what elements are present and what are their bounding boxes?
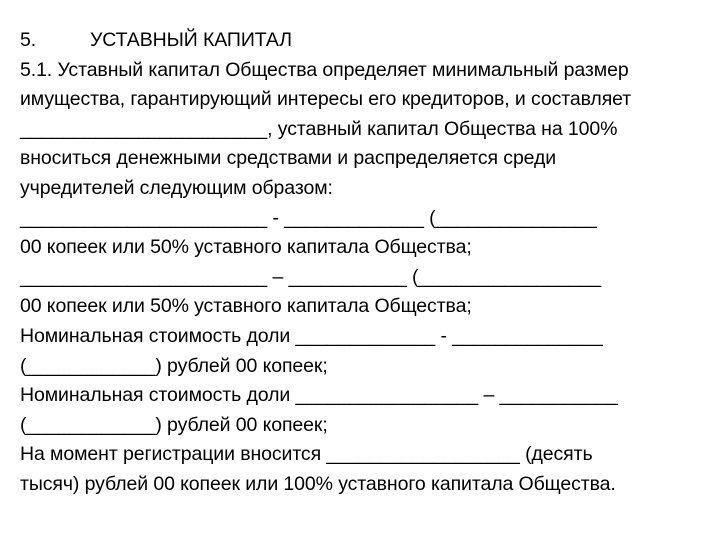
text-line-6: _______________________ - _____________ (_______________ [20,206,597,229]
text-line-15: тысяч) рублей 00 копеек или 100% уставного капитала Общества. [20,472,616,495]
text-line-12: Номинальная стоимость доли _________________ – ___________ [20,384,618,407]
text-line-7: 00 копеек или 50% уставного капитала Общества; [20,236,472,259]
text-line-5: учредителей следующим образом: [20,176,333,199]
section-number: 5. [20,29,37,51]
section-title: УСТАВНЫЙ КАПИТАЛ [90,29,292,51]
text-line-1: 5.1. Уставный капитал Общества определяет минимальный размер [20,58,629,81]
text-line-3: _______________________, уставный капитал Общества на 100% [20,117,618,140]
text-line-11: (____________) рублей 00 копеек; [20,354,328,377]
text-line-8: _______________________ – ___________ (_________________ [20,265,602,288]
text-line-2: имущества, гарантирующий интересы его кредиторов, и составляет [20,88,632,111]
text-line-13: (____________) рублей 00 копеек; [20,413,328,436]
text-line-14: На момент регистрации вносится __________________ (десять [20,443,593,466]
text-line-4: вноситься денежными средствами и распределяется среди [20,147,557,170]
document-text [20,26,710,500]
section-heading [20,26,710,56]
text-line-9: 00 копеек или 50% уставного капитала Общества; [20,295,472,318]
text-line-10: Номинальная стоимость доли _____________ - ______________ [20,324,603,347]
